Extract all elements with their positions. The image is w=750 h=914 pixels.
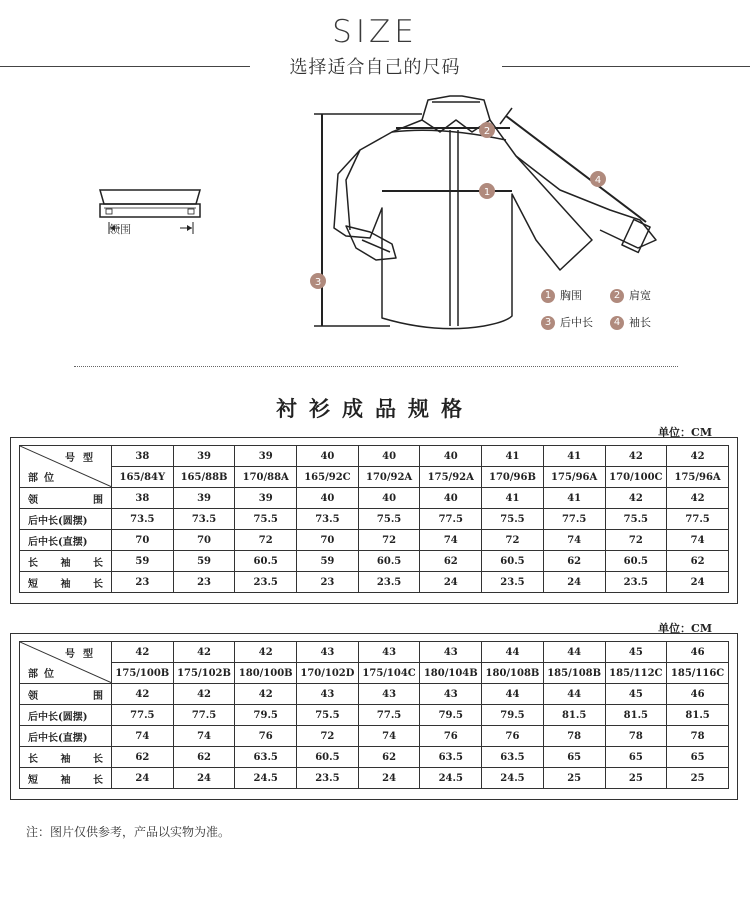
size-cell: 44 bbox=[543, 642, 605, 663]
marker-2-label: 2 bbox=[483, 126, 491, 137]
value-cell: 44 bbox=[543, 684, 605, 705]
value-cell: 63.5 bbox=[235, 747, 297, 768]
size-cell: 42 bbox=[667, 446, 729, 467]
dotted-divider bbox=[74, 366, 678, 367]
value-cell: 24.5 bbox=[420, 768, 482, 789]
size-cell: 43 bbox=[297, 642, 359, 663]
value-cell: 62 bbox=[112, 747, 174, 768]
spec-table bbox=[19, 445, 729, 593]
size-cell: 40 bbox=[420, 446, 482, 467]
value-cell: 75.5 bbox=[235, 509, 297, 530]
legend-back-length bbox=[541, 314, 593, 330]
code-cell: 185/116C bbox=[667, 663, 729, 684]
size-cell: 41 bbox=[543, 446, 605, 467]
size-cell: 44 bbox=[482, 642, 544, 663]
value-cell: 24.5 bbox=[482, 768, 544, 789]
value-cell: 41 bbox=[543, 488, 605, 509]
spec-table bbox=[19, 641, 729, 789]
code-cell: 175/92A bbox=[420, 467, 482, 488]
value-cell: 23.5 bbox=[482, 572, 544, 593]
code-cell: 185/108B bbox=[543, 663, 605, 684]
code-cell: 170/100C bbox=[605, 467, 667, 488]
value-cell: 62 bbox=[543, 551, 605, 572]
value-cell: 43 bbox=[358, 684, 420, 705]
code-cell: 175/102B bbox=[173, 663, 235, 684]
code-cell: 170/88A bbox=[235, 467, 297, 488]
value-cell: 44 bbox=[482, 684, 544, 705]
value-cell: 74 bbox=[112, 726, 174, 747]
legend-badge: 1 bbox=[541, 289, 555, 303]
value-cell: 74 bbox=[667, 530, 729, 551]
size-title: SIZE bbox=[332, 14, 418, 50]
legend-label: 后中长 bbox=[560, 316, 593, 329]
legend-label: 胸围 bbox=[560, 289, 582, 302]
value-cell: 40 bbox=[420, 488, 482, 509]
value-cell: 25 bbox=[667, 768, 729, 789]
size-cell: 41 bbox=[482, 446, 544, 467]
value-cell: 62 bbox=[358, 747, 420, 768]
value-cell: 73.5 bbox=[173, 509, 235, 530]
value-cell: 73.5 bbox=[112, 509, 174, 530]
code-header-row bbox=[20, 467, 729, 488]
code-cell: 175/100B bbox=[112, 663, 174, 684]
value-cell: 75.5 bbox=[358, 509, 420, 530]
row-label: 领围 bbox=[20, 684, 112, 705]
value-cell: 25 bbox=[543, 768, 605, 789]
value-cell: 45 bbox=[605, 684, 667, 705]
marker-1-label: 1 bbox=[483, 187, 491, 198]
table-row bbox=[20, 684, 729, 705]
table-title: 衬衫成品规格 bbox=[276, 396, 474, 421]
unit-label-2: 单位：CM bbox=[658, 622, 712, 635]
code-cell: 180/108B bbox=[482, 663, 544, 684]
value-cell: 41 bbox=[482, 488, 544, 509]
marker-4-label: 4 bbox=[594, 175, 602, 186]
value-cell: 59 bbox=[173, 551, 235, 572]
legend-label: 肩宽 bbox=[629, 289, 651, 302]
value-cell: 73.5 bbox=[297, 509, 359, 530]
value-cell: 70 bbox=[297, 530, 359, 551]
value-cell: 40 bbox=[358, 488, 420, 509]
legend-badge: 2 bbox=[610, 289, 624, 303]
size-cell: 39 bbox=[173, 446, 235, 467]
value-cell: 42 bbox=[235, 684, 297, 705]
value-cell: 74 bbox=[358, 726, 420, 747]
value-cell: 59 bbox=[112, 551, 174, 572]
corner-part-label: 部位 bbox=[28, 669, 60, 680]
value-cell: 23.5 bbox=[605, 572, 667, 593]
row-label: 后中长(圆摆) bbox=[20, 705, 112, 726]
value-cell: 70 bbox=[173, 530, 235, 551]
value-cell: 62 bbox=[173, 747, 235, 768]
value-cell: 63.5 bbox=[420, 747, 482, 768]
value-cell: 65 bbox=[543, 747, 605, 768]
size-cell: 45 bbox=[605, 642, 667, 663]
legend-chest bbox=[541, 287, 582, 303]
value-cell: 42 bbox=[667, 488, 729, 509]
code-cell: 175/104C bbox=[358, 663, 420, 684]
size-cell: 42 bbox=[173, 642, 235, 663]
table-row bbox=[20, 747, 729, 768]
value-cell: 75.5 bbox=[605, 509, 667, 530]
value-cell: 43 bbox=[297, 684, 359, 705]
value-cell: 77.5 bbox=[358, 705, 420, 726]
value-cell: 76 bbox=[482, 726, 544, 747]
row-label: 长袖长 bbox=[20, 551, 112, 572]
value-cell: 77.5 bbox=[667, 509, 729, 530]
value-cell: 25 bbox=[605, 768, 667, 789]
code-cell: 175/96A bbox=[543, 467, 605, 488]
value-cell: 23 bbox=[297, 572, 359, 593]
corner-cell bbox=[20, 446, 112, 488]
value-cell: 60.5 bbox=[297, 747, 359, 768]
value-cell: 63.5 bbox=[482, 747, 544, 768]
value-cell: 79.5 bbox=[235, 705, 297, 726]
size-cell: 42 bbox=[112, 642, 174, 663]
value-cell: 65 bbox=[667, 747, 729, 768]
value-cell: 76 bbox=[235, 726, 297, 747]
value-cell: 78 bbox=[605, 726, 667, 747]
legend-sleeve bbox=[610, 314, 651, 330]
size-cell: 40 bbox=[297, 446, 359, 467]
legend-label: 袖长 bbox=[629, 316, 651, 329]
legend-badge: 3 bbox=[541, 316, 555, 330]
value-cell: 78 bbox=[667, 726, 729, 747]
value-cell: 23.5 bbox=[358, 572, 420, 593]
value-cell: 77.5 bbox=[112, 705, 174, 726]
value-cell: 77.5 bbox=[543, 509, 605, 530]
code-cell: 185/112C bbox=[605, 663, 667, 684]
spec-table-frame-2 bbox=[10, 633, 738, 800]
code-cell: 170/92A bbox=[358, 467, 420, 488]
value-cell: 24 bbox=[543, 572, 605, 593]
value-cell: 38 bbox=[112, 488, 174, 509]
size-subtitle: 选择适合自己的尺码 bbox=[289, 57, 461, 78]
value-cell: 42 bbox=[605, 488, 667, 509]
value-cell: 40 bbox=[297, 488, 359, 509]
value-cell: 24 bbox=[420, 572, 482, 593]
value-cell: 74 bbox=[543, 530, 605, 551]
code-cell: 165/88B bbox=[173, 467, 235, 488]
value-cell: 23 bbox=[112, 572, 174, 593]
code-cell: 165/84Y bbox=[112, 467, 174, 488]
row-label: 后中长(圆摆) bbox=[20, 509, 112, 530]
value-cell: 42 bbox=[112, 684, 174, 705]
collar-label: 领围 bbox=[109, 223, 131, 236]
size-cell: 42 bbox=[235, 642, 297, 663]
value-cell: 72 bbox=[605, 530, 667, 551]
value-cell: 62 bbox=[667, 551, 729, 572]
value-cell: 24 bbox=[667, 572, 729, 593]
corner-size-label: 号型 bbox=[65, 453, 101, 464]
value-cell: 60.5 bbox=[235, 551, 297, 572]
value-cell: 81.5 bbox=[667, 705, 729, 726]
spec-table-frame-1 bbox=[10, 437, 738, 604]
footnote: 注：图片仅供参考，产品以实物为准。 bbox=[26, 825, 231, 839]
value-cell: 24.5 bbox=[235, 768, 297, 789]
value-cell: 39 bbox=[235, 488, 297, 509]
size-header-row bbox=[20, 642, 729, 663]
table-row bbox=[20, 572, 729, 593]
value-cell: 76 bbox=[420, 726, 482, 747]
table-row bbox=[20, 705, 729, 726]
table-row bbox=[20, 551, 729, 572]
value-cell: 23.5 bbox=[297, 768, 359, 789]
value-cell: 72 bbox=[358, 530, 420, 551]
value-cell: 23.5 bbox=[235, 572, 297, 593]
row-label: 短袖长 bbox=[20, 572, 112, 593]
value-cell: 23 bbox=[173, 572, 235, 593]
size-cell: 38 bbox=[112, 446, 174, 467]
table-row bbox=[20, 768, 729, 789]
row-label: 长袖长 bbox=[20, 747, 112, 768]
value-cell: 70 bbox=[112, 530, 174, 551]
value-cell: 24 bbox=[173, 768, 235, 789]
value-cell: 74 bbox=[173, 726, 235, 747]
value-cell: 72 bbox=[297, 726, 359, 747]
value-cell: 46 bbox=[667, 684, 729, 705]
value-cell: 62 bbox=[420, 551, 482, 572]
marker-3-label: 3 bbox=[314, 277, 322, 288]
table-row bbox=[20, 509, 729, 530]
value-cell: 39 bbox=[173, 488, 235, 509]
size-header-row bbox=[20, 446, 729, 467]
size-cell: 43 bbox=[358, 642, 420, 663]
size-cell: 39 bbox=[235, 446, 297, 467]
legend-badge: 4 bbox=[610, 316, 624, 330]
value-cell: 77.5 bbox=[420, 509, 482, 530]
code-cell: 170/96B bbox=[482, 467, 544, 488]
value-cell: 60.5 bbox=[482, 551, 544, 572]
size-cell: 46 bbox=[667, 642, 729, 663]
code-cell: 180/104B bbox=[420, 663, 482, 684]
size-cell: 43 bbox=[420, 642, 482, 663]
row-label: 后中长(直摆) bbox=[20, 530, 112, 551]
value-cell: 81.5 bbox=[605, 705, 667, 726]
value-cell: 72 bbox=[235, 530, 297, 551]
corner-cell bbox=[20, 642, 112, 684]
value-cell: 65 bbox=[605, 747, 667, 768]
legend-shoulder bbox=[610, 287, 651, 303]
value-cell: 24 bbox=[112, 768, 174, 789]
table-row bbox=[20, 488, 729, 509]
value-cell: 72 bbox=[482, 530, 544, 551]
code-cell: 165/92C bbox=[297, 467, 359, 488]
row-label: 领围 bbox=[20, 488, 112, 509]
value-cell: 75.5 bbox=[297, 705, 359, 726]
value-cell: 78 bbox=[543, 726, 605, 747]
code-cell: 180/100B bbox=[235, 663, 297, 684]
value-cell: 75.5 bbox=[482, 509, 544, 530]
corner-size-label: 号型 bbox=[65, 649, 101, 660]
corner-part-label: 部位 bbox=[28, 473, 60, 484]
value-cell: 81.5 bbox=[543, 705, 605, 726]
value-cell: 60.5 bbox=[358, 551, 420, 572]
row-label: 短袖长 bbox=[20, 768, 112, 789]
value-cell: 42 bbox=[173, 684, 235, 705]
table-row bbox=[20, 530, 729, 551]
row-label: 后中长(直摆) bbox=[20, 726, 112, 747]
size-cell: 40 bbox=[358, 446, 420, 467]
value-cell: 43 bbox=[420, 684, 482, 705]
code-cell: 175/96A bbox=[667, 467, 729, 488]
code-header-row bbox=[20, 663, 729, 684]
value-cell: 79.5 bbox=[420, 705, 482, 726]
size-cell: 42 bbox=[605, 446, 667, 467]
value-cell: 74 bbox=[420, 530, 482, 551]
table-row bbox=[20, 726, 729, 747]
value-cell: 59 bbox=[297, 551, 359, 572]
unit-label-1: 单位：CM bbox=[658, 426, 712, 439]
value-cell: 24 bbox=[358, 768, 420, 789]
code-cell: 170/102D bbox=[297, 663, 359, 684]
value-cell: 79.5 bbox=[482, 705, 544, 726]
value-cell: 60.5 bbox=[605, 551, 667, 572]
value-cell: 77.5 bbox=[173, 705, 235, 726]
